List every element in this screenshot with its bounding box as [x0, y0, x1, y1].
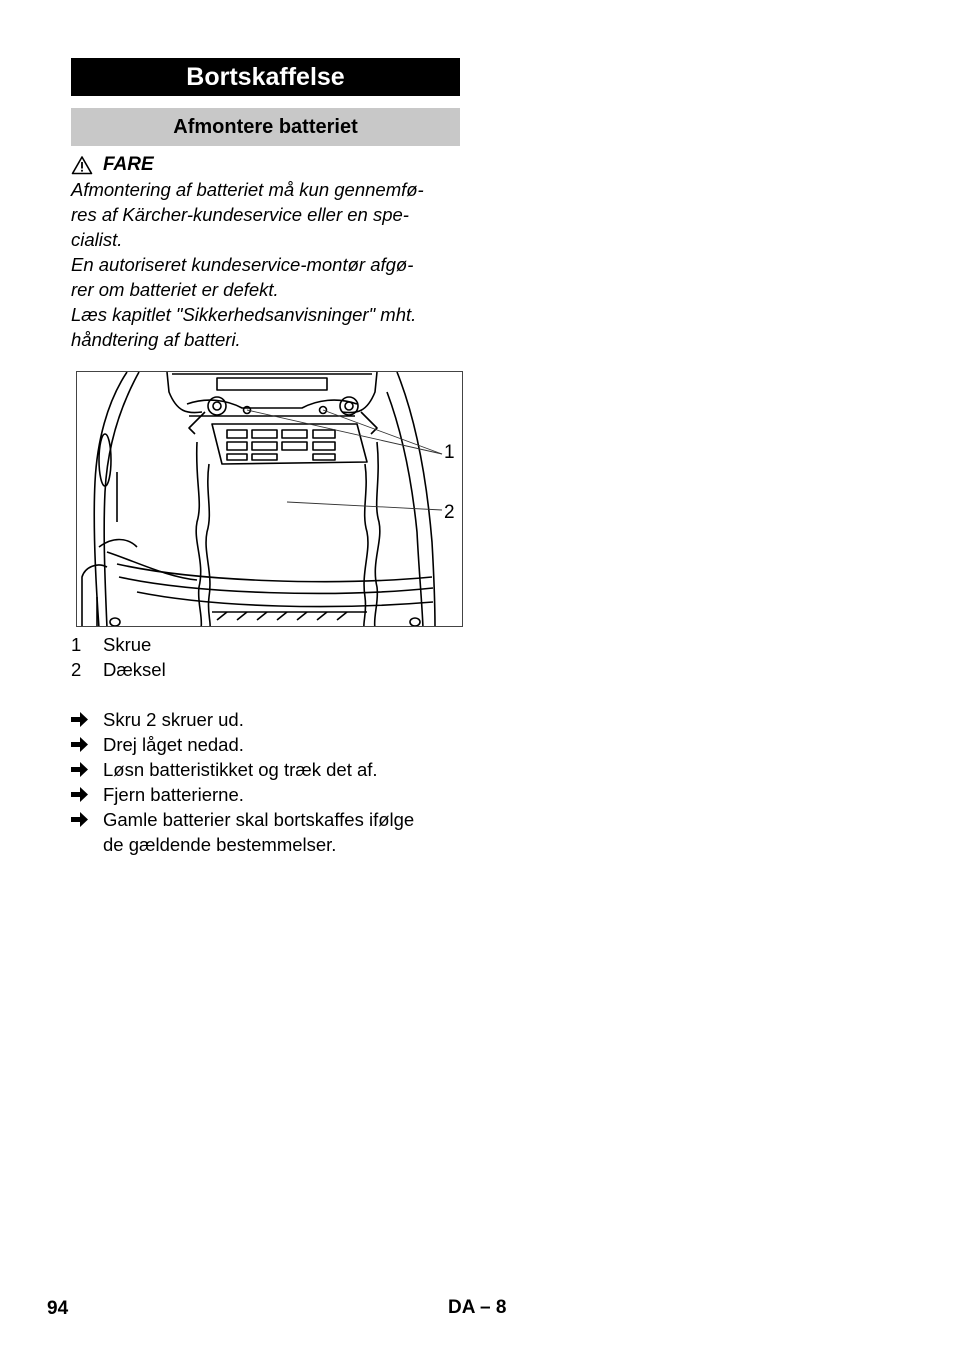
step-text: Skru 2 skruer ud.	[103, 709, 244, 730]
warning-line: Læs kapitlet "Sikkerhedsanvisninger" mht.	[71, 304, 417, 325]
device-illustration	[77, 372, 463, 627]
warning-line: En autoriseret kundeservice-montør afgø-	[71, 254, 414, 275]
page-title: Bortskaffelse	[71, 58, 460, 96]
warning-triangle-icon	[71, 155, 93, 175]
arrow-right-icon	[71, 812, 88, 827]
warning-line: rer om batteriet er defekt.	[71, 279, 279, 300]
arrow-right-icon	[71, 712, 88, 727]
warning-label: FARE	[103, 154, 154, 175]
step-item	[71, 782, 463, 807]
legend-text: Skrue	[103, 634, 152, 655]
step-item	[71, 807, 463, 857]
arrow-right-icon	[71, 787, 88, 802]
callout-2: 2	[444, 502, 455, 523]
legend-number: 2	[71, 659, 82, 680]
callout-1: 1	[444, 442, 455, 463]
warning-text	[71, 177, 463, 352]
arrow-right-icon	[71, 762, 88, 777]
step-text: Drej låget nedad.	[103, 734, 244, 755]
warning-heading	[71, 152, 154, 177]
legend-item	[71, 657, 166, 682]
warning-line: håndtering af batteri.	[71, 329, 241, 350]
arrow-right-icon	[71, 737, 88, 752]
step-item	[71, 732, 463, 757]
step-text: Løsn batteristikket og træk det af.	[103, 759, 378, 780]
warning-line: res af Kärcher-kundeservice eller en spe-	[71, 204, 409, 225]
step-item	[71, 757, 463, 782]
legend-item	[71, 632, 166, 657]
figure-legend	[71, 632, 166, 682]
step-text: Gamle batterier skal bortskaffes ifølge	[103, 809, 415, 830]
legend-number: 1	[71, 634, 82, 655]
step-text: Fjern batterierne.	[103, 784, 244, 805]
section-title: Afmontere batteriet	[71, 108, 460, 146]
warning-line: Afmontering af batteriet må kun gennemfø-	[71, 179, 424, 200]
step-item	[71, 707, 463, 732]
legend-text: Dæksel	[103, 659, 166, 680]
instruction-steps	[71, 707, 463, 857]
battery-cover-figure	[76, 371, 463, 627]
step-text: de gældende bestemmelser.	[103, 834, 337, 855]
warning-line: cialist.	[71, 229, 123, 250]
section-page-label: DA – 8	[448, 1297, 507, 1318]
page-number: 94	[47, 1298, 69, 1319]
